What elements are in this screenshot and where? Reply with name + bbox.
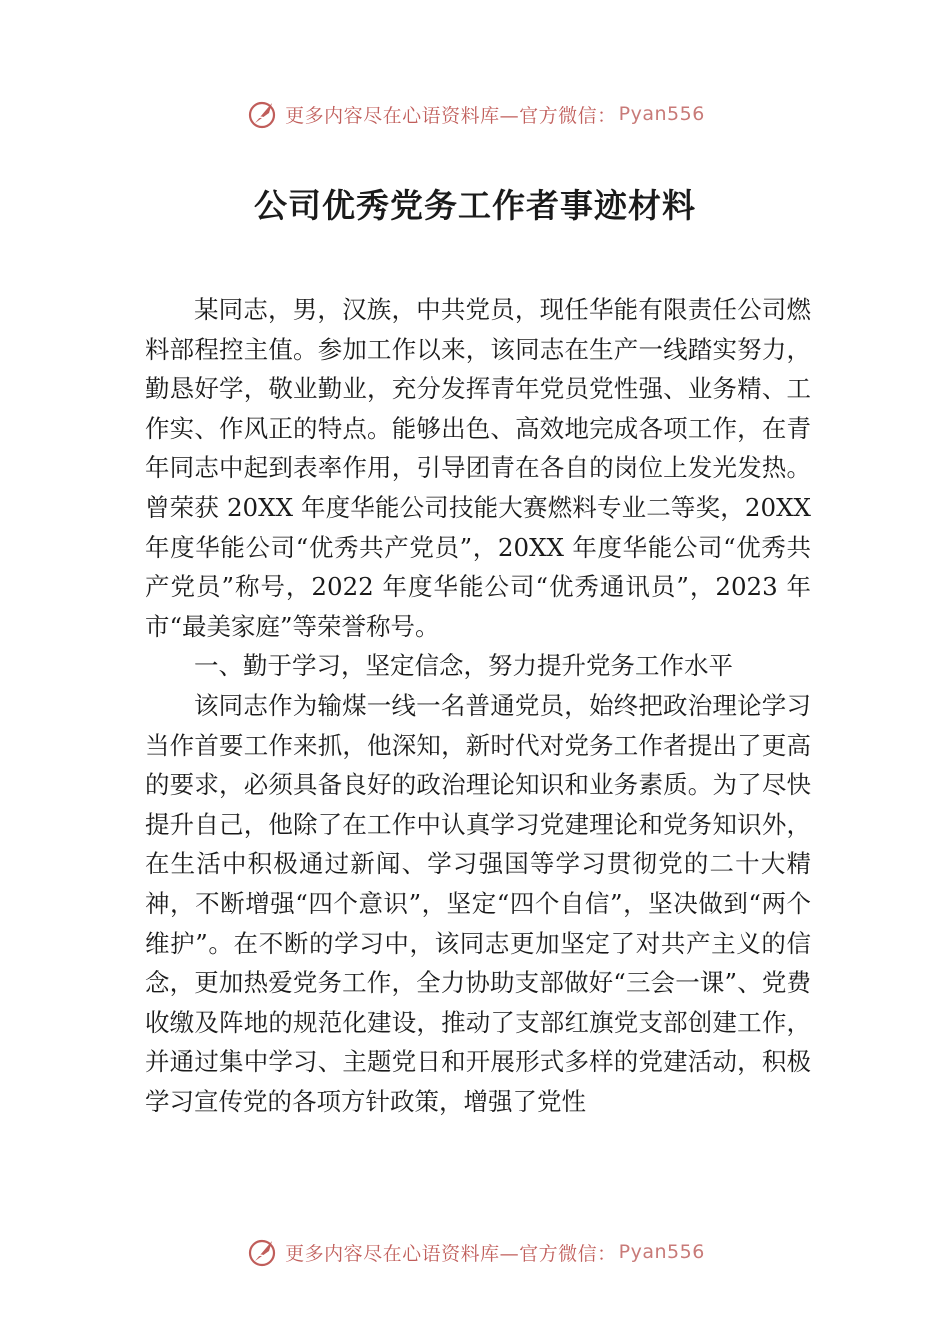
watermark-wechat-id: Pyan556 [618, 1241, 705, 1263]
watermark-wechat-id: Pyan556 [618, 103, 705, 125]
document-body [145, 290, 811, 1121]
paragraph-section-1: 该同志作为输煤一线一名普通党员，始终把政治理论学习当作首要工作来抓，他深知，新时代对党务工作者提出了更高的要求，必须具备良好的政治理论知识和业务素质。为了尽快提升自己，他除了在工作中认真学习党建理论和党务知识外，在生活中积极通过新闻、学习强国等学习贯彻党的二十大精神，不断增强“四个意识”，坚定“四个自信”，坚决做到“两个维护”。在不断的学习中，该同志更加坚定了对共产主义的信念，更加热爱党务工作，全力协助支部做好“三会一课”、党费收缴及阵地的规范化建设，推动了支部红旗党支部创建工作，并通过集中学习、主题党日和开展形式多样的党建活动，积极学习宣传党的各项方针政策，增强了党性 [145, 690, 811, 1116]
quill-seal-icon [245, 97, 279, 131]
document-title: 公司优秀党务工作者事迹材料 [254, 186, 696, 225]
paragraph-intro: 某同志，男，汉族，中共党员，现任华能有限责任公司燃料部程控主值。参加工作以来，该同志在生产一线踏实努力，勤恳好学，敬业勤业，充分发挥青年党员党性强、业务精、工作实、作风正的特点。能够出色、高效地完成各项工作，在青年同志中起到表率作用，引导团青在各自的岗位上发光发热。曾荣获 20XX 年度华能公司技能大赛燃料专业二等奖，20XX 年度华能公司“优秀共产党员”，20XX 年度华能公司“优秀共产党员”称号，2022 年度华能公司“优秀通讯员”，2023 年市“最美家庭”等荣誉称号。 [145, 295, 811, 641]
section-heading-1: 一、勤于学习，坚定信念，努力提升党务工作水平 [194, 651, 733, 681]
watermark-text: 更多内容尽在心语资料库—官方微信： [285, 1242, 617, 1265]
watermark-header [0, 94, 950, 134]
quill-seal-icon [245, 1235, 279, 1269]
watermark-footer [0, 1232, 950, 1272]
watermark-text: 更多内容尽在心语资料库—官方微信： [285, 104, 617, 127]
